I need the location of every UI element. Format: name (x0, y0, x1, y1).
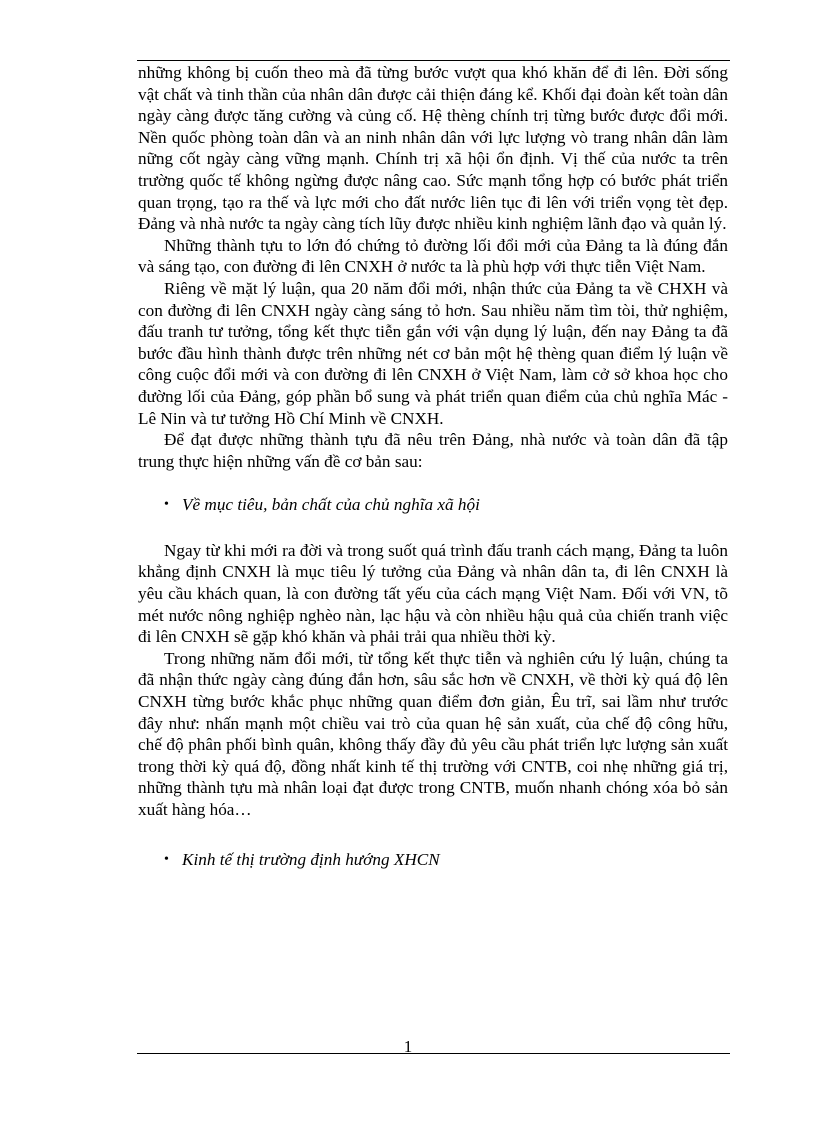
paragraph-3: Riêng về mặt lý luận, qua 20 năm đổi mới, nhận thức của Đảng ta về CHXH và con đường đi lên CNXH ngày càng sáng tỏ hơn. Sau nhiều năm tìm tòi, thử nghiệm, đấu tranh tư tưởng, tổng kết thực tiễn gắn với vận dụng lý luận, đến nay Đảng ta đã bước đầu hình thành được trên những nét cơ bản một hệ thèng quan điểm lý luận về công cuộc đổi mới và con đường đi lên CNXH ở Việt Nam, làm cở sở khoa học cho đường lối của Đảng, góp phần bổ sung và phát triển quan điểm của chủ nghĩa Mác - Lê Nin và tư tưởng Hồ Chí Minh về CNXH. (138, 278, 728, 428)
bullet-item-2-text: Kinh tế thị trường định hướng XHCN (182, 849, 440, 869)
bullet-icon: • (164, 497, 169, 513)
spacer (138, 472, 728, 494)
page-number: 1 (403, 1037, 413, 1056)
paragraph-5: Ngay từ khi mới ra đời và trong suốt quá trình đấu tranh cách mạng, Đảng ta luôn khẳng định CNXH là mục tiêu lý tưởng của Đảng và nhân dân ta, đi lên CNXH là yêu cầu khách quan, là con đường tất yếu của cách mạng Việt Nam. Đối với VN, tõ mét nước nông nghiệp nghèo nàn, lạc hậu và còn nhiều hậu quả của chiến tranh việc đi lên CNXH sẽ gặp khó khăn và phải trải qua nhiều thời kỳ. (138, 540, 728, 647)
paragraph-4: Để đạt được những thành tựu đã nêu trên Đảng, nhà nước và toàn dân đã tập trung thực hiện những vấn đề cơ bản sau: (138, 430, 728, 471)
footer-rule (137, 1053, 730, 1054)
paragraph-2: Những thành tựu to lớn đó chứng tỏ đường lối đổi mới của Đảng ta là đúng đắn và sáng tạo, con đường đi lên CNXH ở nước ta là phù hợp với thực tiễn Việt Nam. (138, 235, 728, 277)
spacer (138, 821, 728, 849)
bullet-item-1-text: Về mục tiêu, bản chất của chủ nghĩa xã hội (182, 495, 480, 515)
header-rule (137, 60, 730, 61)
bullet-item-2 (138, 849, 728, 871)
bullet-icon: • (164, 851, 169, 867)
paragraph-1: những không bị cuốn theo mà đã từng bước vượt qua khó khăn để đi lên. Đời sống vật chất và tinh thần của nhân dân được cải thiện đáng kể. Khối đại đoàn kết toàn dân ngày càng được tăng cường và củng cố. Hệ thèng chính trị từng bước được đổi mới. Nền quốc phòng toàn dân và an ninh nhân dân với lực lượng vò trang nhân dân làm nững cốt ngày càng vững mạnh. Chính trị xã hội ổn định. Vị thế của nước ta trên trường quốc tế không ngừng được nâng cao. Sức mạnh tổng hợp có bước phát triển quan trọng, tạo ra thế và lực mới cho đất nước liên tục đi lên với triển vọng tèt đẹp. Đảng và nhà nước ta ngày càng tích lũy được nhiều kinh nghiệm lãnh đạo và quản lý. (138, 63, 728, 234)
spacer (138, 516, 728, 540)
paragraph-6: Trong những năm đổi mới, từ tổng kết thực tiễn và nghiên cứu lý luận, chúng ta đã nhận thức ngày càng đúng đắn hơn, sâu sắc hơn về CNXH, về thời kỳ quá độ lên CNXH từng bước khắc phục những quan điểm đơn giản, Êu trĩ, sai lầm như trước đây như: nhấn mạnh một chiều vai trò của quan hệ sản xuất, của chế độ công hữu, chế độ phân phối bình quân, không thấy đầy đủ yêu cầu phát triển lực lượng sản xuất trong thời kỳ quá độ, đồng nhất kinh tế thị trường với CNTB, coi nhẹ những giá trị, những thành tựu mà nhân loại đạt được trong CNTB, muốn nhanh chóng xóa bỏ sản xuất hàng hóa… (138, 648, 728, 819)
document-body (138, 62, 728, 870)
bullet-item-1 (138, 494, 728, 516)
